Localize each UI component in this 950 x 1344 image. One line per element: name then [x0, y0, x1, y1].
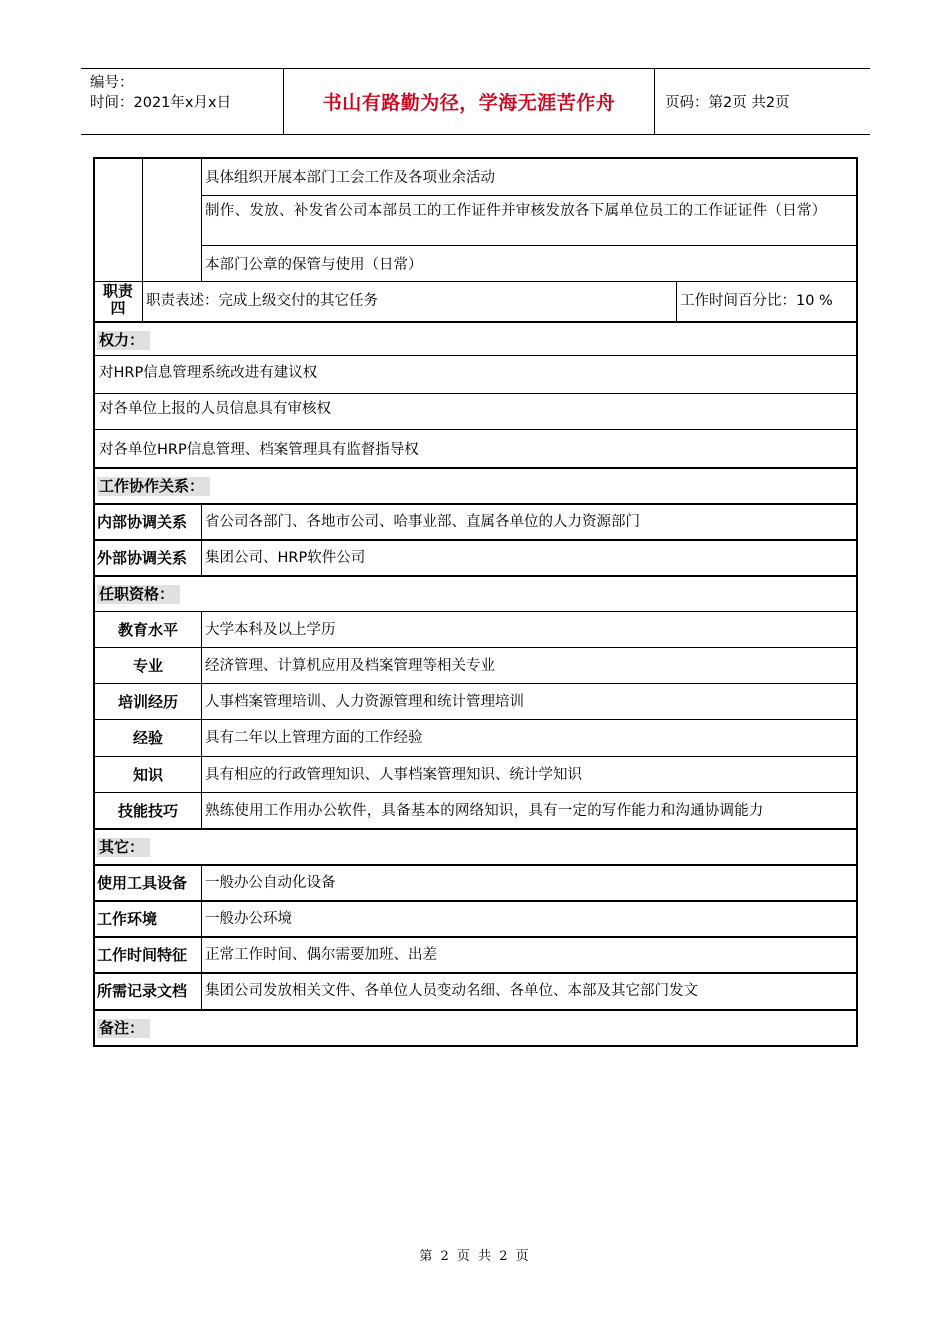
row-divider — [95, 281, 856, 282]
section-divider — [95, 828, 856, 830]
knowledge-label: 知识 — [132, 766, 163, 784]
col-divider — [201, 159, 202, 281]
experience-label: 经验 — [132, 729, 163, 747]
internal-relations-label: 内部协调关系 — [97, 513, 188, 531]
row-divider — [95, 355, 856, 356]
col-divider — [142, 159, 143, 281]
authority-item: 对各单位上报的人员信息具有审核权 — [99, 401, 331, 417]
environment-value: 一般办公环境 — [205, 911, 292, 927]
section-divider — [95, 575, 856, 577]
knowledge-value: 具有相应的行政管理知识、人事档案管理知识、统计学知识 — [205, 767, 582, 783]
tools-label: 使用工具设备 — [97, 874, 188, 892]
row-divider — [95, 756, 856, 757]
section-divider — [95, 503, 856, 505]
other-section-title: 其它： — [97, 838, 150, 857]
records-value: 集团公司发放相关文件、各单位人员变动名细、各单位、本部及其它部门发文 — [205, 983, 698, 999]
row-divider — [95, 393, 856, 394]
notes-section-title: 备注： — [97, 1019, 150, 1038]
experience-value: 具有二年以上管理方面的工作经验 — [205, 730, 423, 746]
doc-number-label: 编号： — [90, 75, 134, 91]
external-relations-value: 集团公司、HRP软件公司 — [205, 550, 366, 566]
row-divider — [201, 245, 858, 246]
section-divider — [95, 467, 856, 469]
duty4-label: 职责四 — [102, 283, 133, 317]
job-description-table — [93, 157, 858, 1047]
section-divider — [95, 900, 856, 902]
row-divider — [95, 683, 856, 684]
education-value: 大学本科及以上学历 — [205, 622, 336, 638]
col-divider — [201, 611, 202, 829]
section-divider — [95, 972, 856, 974]
row-divider — [201, 195, 858, 196]
tools-value: 一般办公自动化设备 — [205, 875, 336, 891]
doc-date: 时间：2021年x月x日 — [90, 95, 232, 111]
training-value: 人事档案管理培训、人力资源管理和统计管理培训 — [205, 694, 524, 710]
records-label: 所需记录文档 — [97, 982, 188, 1000]
col-divider — [142, 281, 143, 321]
internal-relations-value: 省公司各部门、各地市公司、哈事业部、直属各单位的人力资源部门 — [205, 514, 640, 530]
row-divider — [95, 611, 856, 612]
major-value: 经济管理、计算机应用及档案管理等相关专业 — [205, 658, 495, 674]
qualifications-section-title: 任职资格： — [97, 585, 180, 604]
header-meta — [81, 69, 284, 134]
row-divider — [95, 792, 856, 793]
section-divider — [95, 864, 856, 866]
section-divider — [95, 1009, 856, 1011]
duty4-percentage: 工作时间百分比：10 % — [680, 293, 833, 309]
header-page-info: 页码：第2页 共2页 — [665, 95, 790, 111]
page-footer: 第 2 页 共 2 页 — [419, 1249, 531, 1264]
major-label: 专业 — [132, 657, 163, 675]
authority-section-title: 权力： — [97, 331, 150, 350]
duty-item: 具体组织开展本部门工会工作及各项业余活动 — [205, 170, 495, 186]
row-divider — [95, 719, 856, 720]
duty-item: 本部门公章的保管与使用（日常） — [205, 257, 423, 273]
environment-label: 工作环境 — [97, 910, 158, 928]
relations-section-title: 工作协作关系： — [97, 477, 210, 496]
section-divider — [95, 321, 856, 323]
external-relations-label: 外部协调关系 — [97, 549, 188, 567]
authority-item: 对HRP信息管理系统改进有建议权 — [99, 365, 318, 381]
work-time-label: 工作时间特征 — [97, 946, 188, 964]
skills-label: 技能技巧 — [117, 802, 178, 820]
section-divider — [95, 936, 856, 938]
row-divider — [95, 429, 856, 430]
training-label: 培训经历 — [117, 693, 178, 711]
section-divider — [95, 539, 856, 541]
row-divider — [95, 647, 856, 648]
page-header — [81, 68, 870, 135]
duty-item: 制作、发放、补发省公司本部员工的工作证件并审核发放各下属单位员工的工作证证件（日常） — [205, 203, 827, 219]
duty4-description: 职责表述：完成上级交付的其它任务 — [146, 293, 378, 309]
skills-value: 熟练使用工作用办公软件，具备基本的网络知识，具有一定的写作能力和沟通协调能力 — [205, 803, 764, 819]
education-label: 教育水平 — [117, 621, 178, 639]
col-divider — [676, 281, 677, 321]
authority-item: 对各单位HRP信息管理、档案管理具有监督指导权 — [99, 442, 419, 458]
work-time-value: 正常工作时间、偶尔需要加班、出差 — [205, 947, 437, 963]
header-motto: 书山有路勤为径，学海无涯苦作舟 — [284, 69, 655, 134]
